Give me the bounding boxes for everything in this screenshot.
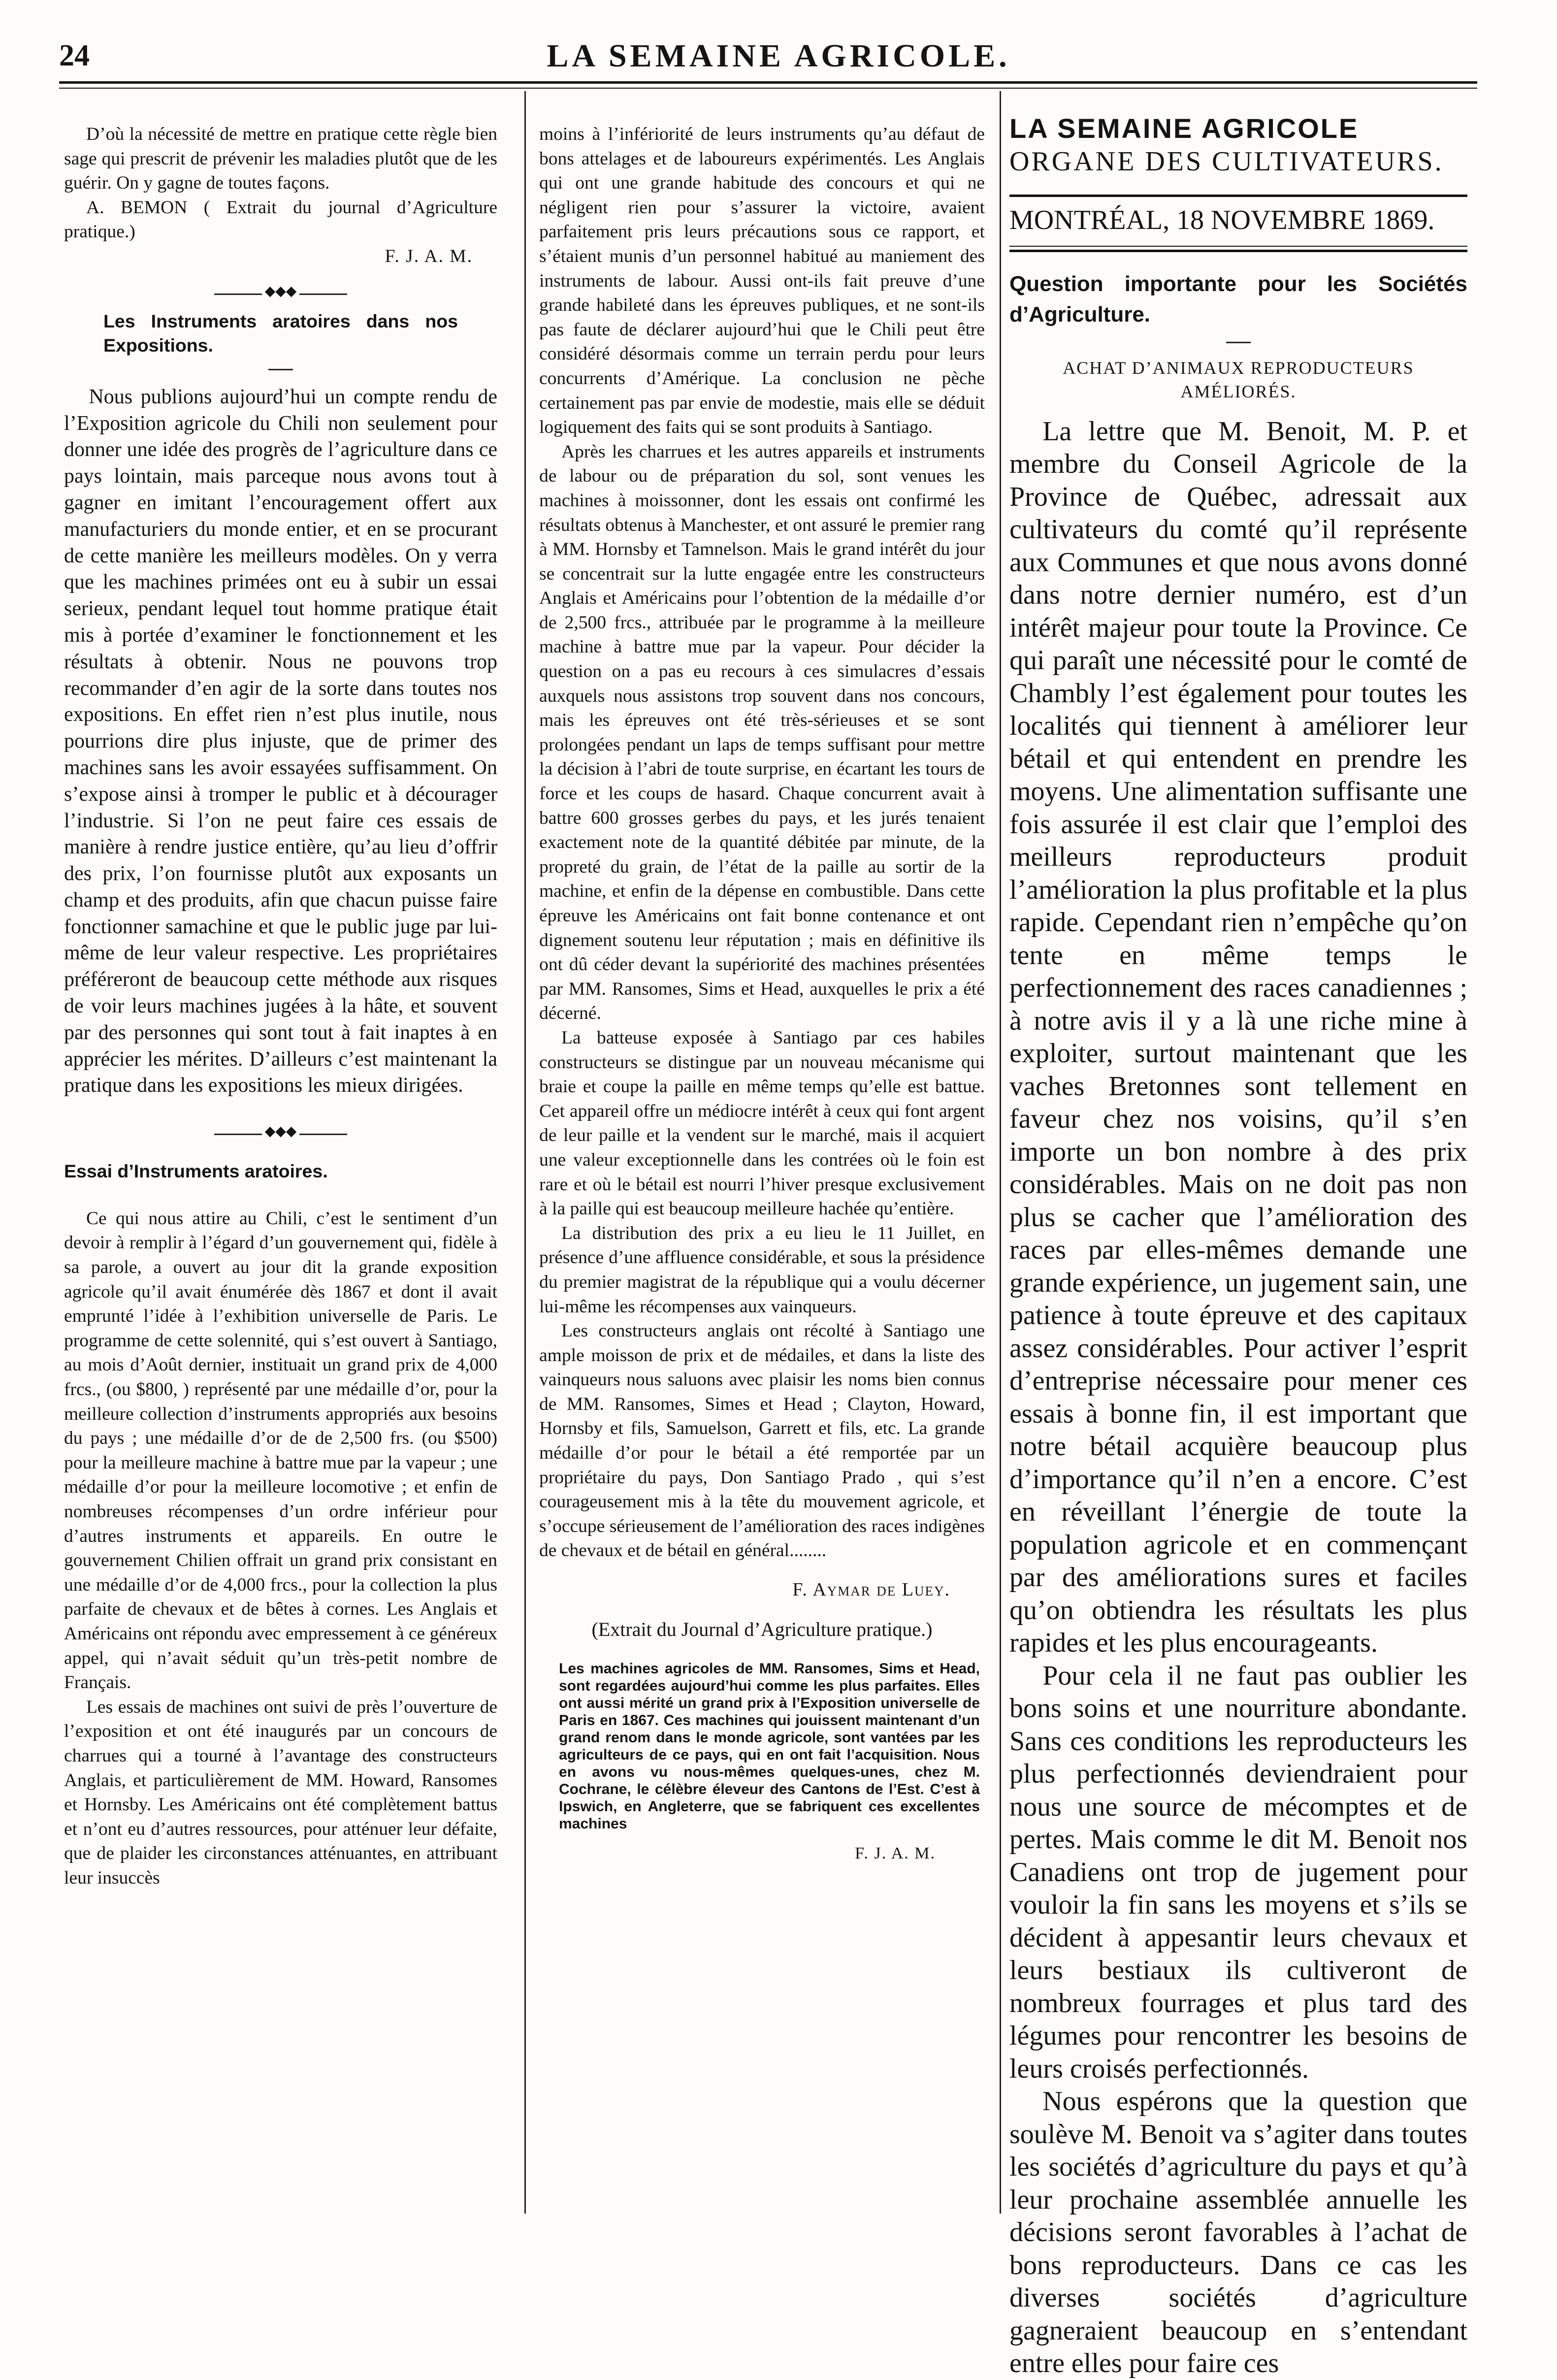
article-heading-question: Question importante pour les Sociétés d’Agriculture. bbox=[1009, 271, 1467, 326]
section-divider: ◆◆◆ bbox=[214, 1129, 347, 1140]
article-heading-essai: Essai d’Instruments aratoires. bbox=[64, 1161, 328, 1182]
heading-dash bbox=[268, 369, 293, 370]
column-1 bbox=[64, 122, 497, 1890]
article-paragraph: La lettre que M. Benoit, M. P. et membre du Conseil Agricole de la Province de Québec, adressait aux cultivateurs du comté qu’il représente aux Communes et que nous avons donné dans notre dernier numéro, est d’un intérêt majeur pour toute la Province. Ce qui paraît une nécessité pour le comté de Chambly l’est également pour toutes les localités qui tiennent à améliorer leur bétail et qui entendent en prendre les moyens. Une alimentation suffisante une fois assurée il est clair que l’emploi des meilleurs reproducteurs produit l’amélioration la plus profitable et la plus rapide. Cependant rien n’empêche qu’on tente en même temps le perfectionnement des races canadiennes ; à notre avis il y a là une riche mine à exploiter, surtout maintenant que les vaches Bretonnes sont tellement en faveur chez nos voisins, qu’il s’en importe un bon nombre à des prix considérables. Mais on ne doit pas non plus se cacher que l’amélioration des races par elles-mêmes demande une grande expérience, un jugement sain, une patience à toute épreuve et des capitaux assez considérables. Pour activer l’esprit d’entreprise nécessaire pour mener ces essais à bonne fin, il est important que notre bétail acquière beaucoup plus d’importance qu’il n’en a encore. C’est en réveillant l’énergie de toute la population agricole et en commençant par des améliorations sures et faciles qu’on obtiendra les résultats les plus rapides et les plus encourageants. bbox=[1009, 416, 1467, 1658]
source-citation: (Extrait du Journal d’Agriculture pratique.) bbox=[591, 1618, 933, 1640]
running-title: LA SEMAINE AGRICOLE. bbox=[547, 38, 1010, 74]
section-divider: ◆◆◆ bbox=[214, 289, 347, 299]
intro-signature: F. J. A. M. bbox=[385, 246, 473, 266]
header-rule bbox=[59, 81, 1477, 84]
column-2 bbox=[539, 122, 985, 1866]
article-paragraph: La batteuse exposée à Santiago par ces habiles constructeurs se distingue par un nouveau mécanisme qui braie et coupe la paille en même temps qu’elle est battue. Cet appareil offre un médiocre intérêt à ceux qui font argent de leur paille et la vendent sur le marché, mais il acquiert une valeur exceptionnelle dans les contrées où le foin est rare et où le bétail est nourri l’hiver presque exclusivement à la paille qui est beaucoup meilleure hachée qu’entière. bbox=[539, 1027, 985, 1219]
article-subheading: ACHAT D’ANIMAUX REPRODUCTEURS AMÉLIORÉS. bbox=[1063, 358, 1414, 401]
article-paragraph: Les essais de machines ont suivi de près l’ouverture de l’exposition et ont été inaugurés par un concours de charrues qui a tourné à l’avantage des constructeurs Anglais, et particulièrement de MM. Howard, Ransomes et Hornsby. Les Américains ont été complètement battus et n’ont eu d’autres ressources, pour atténuer leur défaite, que de plaider les circonstances atténuantes, en attribuant leur insuccès bbox=[64, 1696, 497, 1888]
editorial-note: Les machines agricoles de MM. Ransomes, Sims et Head, sont regardées aujourd’hui comme les plus parfaites. Elles ont aussi mérité un grand prix à l’Exposition universelle de Paris en 1867. Ces machines qui jouissent maintenant d’un grand renom dans le monde agricole, sont vantées par les agriculteurs de ce pays, qui en ont fait l’acquisition. Nous en avons vu nous-mêmes quelques-unes, chez M. Cochrane, le célèbre éleveur des Cantons de l’Est. C’est à Ipswich, en Angleterre, que se fabriquent ces excellentes machines bbox=[559, 1661, 980, 1832]
column-rule-right bbox=[1000, 91, 1001, 2214]
intro-paragraph: D’où la nécessité de mettre en pratique cette règle bien sage qui prescrit de prévenir les maladies plutôt que de les guérir. On y gagne de toutes façons. bbox=[64, 124, 497, 194]
column-rule-left bbox=[524, 91, 526, 2214]
article-paragraph: Nous espérons que la question que soulève M. Benoit va s’agiter dans toutes les sociétés d’agriculture du pays et qu’à leur prochaine assemblée annuelle les décisions seront favorables à l’achat de bons reproducteurs. Dans ce cas les diverses sociétés d’agriculture gagneraient beaucoup en s’entendant entre elles pour faire ces bbox=[1009, 2086, 1467, 2379]
page-number: 24 bbox=[59, 39, 90, 72]
article-paragraph: moins à l’infériorité de leurs instruments qu’au défaut de bons attelages et de laboureurs expérimentés. Les Anglais qui ont une grande habitude des concours et qui ne négligent rien pour s’assurer la victoire, avaient parfaitement pris leurs précautions sous ce rapport, et s’étaient munis d’un personnel habitué au maniement des instruments de labour. Aussi ont-ils fait preuve d’une grande habileté dans les épreuves publiques, et ne sont-ils pas faute de déclarer aujourd’hui que le Chili peut être considéré désormais comme un terrain perdu pour leurs concurrents d’Amérique. La conclusion ne pèche certainement pas par envie de modestie, mais elle se déduit logiquement des faits qui se sont produits à Santiago. bbox=[539, 124, 985, 438]
intro-citation: A. BEMON ( Extrait du journal d’Agriculture pratique.) bbox=[64, 197, 497, 242]
dateline-rule-thick bbox=[1009, 250, 1467, 252]
article-body: Nous publions aujourd’hui un compte rendu de l’Exposition agricole du Chili non seulement pour donner une idée des progrès de l’agriculture dans ce pays lointain, mais parceque nous avons tout à gagner en imitant l’encouragement offert aux manufacturiers du monde entier, et en se procurant de cette manière les meilleurs modèles. On y verra que les machines primées ont eu à subir un essai serieux, pendant lequel tout homme pratique était mis à portée d’examiner le fonctionnement et les résultats à obtenir. Nous ne pouvons trop recommander d’en agir de la sorte dans toutes nos expositions. En effet rien n’est plus inutile, nous pourrions dire plus injuste, que de primer des machines sans les avoir essayées suffisamment. On s’expose ainsi à tromper le public et à décourager l’industrie. Si l’on ne peut faire ces essais de manière à rendre justice entière, qu’au lieu d’offrir des prix, l’on fournisse plutôt aux exposants un champ et des produits, afin que chacun puisse faire fonctionner samachine et que le public juge par lui-même de leur valeur respective. Les propriétaires préféreront de beaucoup cette méthode aux risques de voir leurs machines jugées à la hâte, et souvent par des personnes qui sont tout à fait inaptes à en apprécier les mérites. D’ailleurs c’est maintenant la pratique dans les expositions les mieux dirigées. bbox=[64, 385, 497, 1097]
article-paragraph: Les constructeurs anglais ont récolté à Santiago une ample moisson de prix et de médailes, et dans la liste des vainqueurs nous saluons avec plaisir les noms bien connus de MM. Ransomes, Simes et Head ; Clayton, Howard, Hornsby et fils, Samuelson, Garrett et fils, etc. La grande médaille d’or pour le bétail a été remportée par un propriétaire du pays, Don Santiago Prado , qui s’est courageusement mis à la tête du mouvement agricole, et s’occupe sérieusement de l’amélioration des races indigènes de chevaux et de bétail en général........ bbox=[539, 1321, 985, 1561]
article-paragraph: La distribution des prix a eu lieu le 11 Juillet, en présence d’une affluence considérable, et sous la présidence du premier magistrat de la république qui a voulu décerner lui-même les récompenses aux vainqueurs. bbox=[539, 1223, 985, 1317]
dateline-rule bbox=[1009, 246, 1467, 247]
column-3 bbox=[1009, 112, 1467, 2380]
heading-dash bbox=[1226, 342, 1251, 343]
dateline: MONTRÉAL, 18 NOVEMBRE 1869. bbox=[1009, 205, 1435, 235]
header-rule-thin bbox=[59, 88, 1477, 89]
article-heading-instruments: Les Instruments aratoires dans nos Expositions. bbox=[103, 310, 458, 356]
article-paragraph: Pour cela il ne faut pas oublier les bons soins et une nourriture abondante. Sans ces conditions les reproducteurs les plus perfectionnés deviendraient pour nous une source de mécomptes et de pertes. Mais comme le dit M. Benoit nos Canadiens ont trop de jugement pour vouloir la fin sans les moyens et s’ils se décident à appesantir leurs chevaux et leurs bestiaux ils cultiveront de nombreux fourrages et plus tard des légumes pour rencontrer les besoins de leurs croisés perfectionnés. bbox=[1009, 1660, 1467, 2084]
masthead-title: LA SEMAINE AGRICOLE bbox=[1009, 113, 1359, 144]
author-signature: F. Aymar de Luey. bbox=[792, 1579, 950, 1600]
masthead-subtitle: ORGANE DES CULTIVATEURS. bbox=[1009, 146, 1444, 177]
note-signature: F. J. A. M. bbox=[855, 1844, 936, 1863]
article-paragraph: Ce qui nous attire au Chili, c’est le sentiment d’un devoir à remplir à l’égard d’un gouvernement qui, fidèle à sa parole, a ouvert au jour dit la grande exposition agricole qu’il avait énumérée dès 1867 et dont il avait emprunté l’idée à l’exhibition universelle de Paris. Le programme de cette solennité, qui s’est ouvert à Santiago, au mois d’Août dernier, instituait un grand prix de 4,000 frcs., (ou $800, ) représenté par une médaille d’or, pour la meilleure collection d’instruments appropriés aux besoins du pays ; une médaille d’or de de 2,500 frs. (ou $500) pour la meilleure machine à battre mue par la vapeur ; une médaille d’or pour la meilleure locomotive ; et enfin de nombreuses récompenses d’un ordre inférieur pour d’autres instruments et appareils. En outre le gouvernement Chilien offrait un grand prix consistant en une médaille d’or de 4,000 frcs., pour la collection la plus parfaite de chevaux et de bêtes à cornes. Les Anglais et Américains ont répondu avec empressement à ce généreux appel, qui n’avait séduit qu’un très-petit nombre de Français. bbox=[64, 1208, 497, 1693]
article-paragraph: Après les charrues et les autres appareils et instruments de labour ou de préparation du sol, sont venues les machines à moissonner, dont les essais ont confirmé les résultats obtenus à Manchester, et ont assuré le premier rang à MM. Hornsby et Tamnelson. Mais le grand intérêt du jour se concentrait sur la lutte engagée entre les constructeurs Anglais et Américains pour l’obtention de la médaille d’or de 2,500 frcs., attribuée par le programme à la meilleure machine à battre mue par la vapeur. Pour décider la question on a pas eu recours à ces simulacres d’essais auxquels nous assistons trop souvent dans nos concours, mais les épreuves ont été très-sérieuses et se sont prolongées pendant un laps de temps suffisant pour mettre la décision à l’abri de toute surprise, en écartant les tours de force et les coups de hasard. Chaque concurrent avait à battre 600 grosses gerbes du pays, et les jurés tenaient exactement note de la quantité débitée par minute, de la propreté du grain, de l’état de la paille au sortir de la machine, et enfin de la dépense en combustible. Dans cette épreuve les Américains ont fait bonne contenance et ont dignement soutenu leur réputation ; mais en définitive ils ont dû céder devant la supériorité des machines présentées par MM. Ransomes, Sims et Head, auxquelles le prix a été décerné. bbox=[539, 441, 985, 1024]
